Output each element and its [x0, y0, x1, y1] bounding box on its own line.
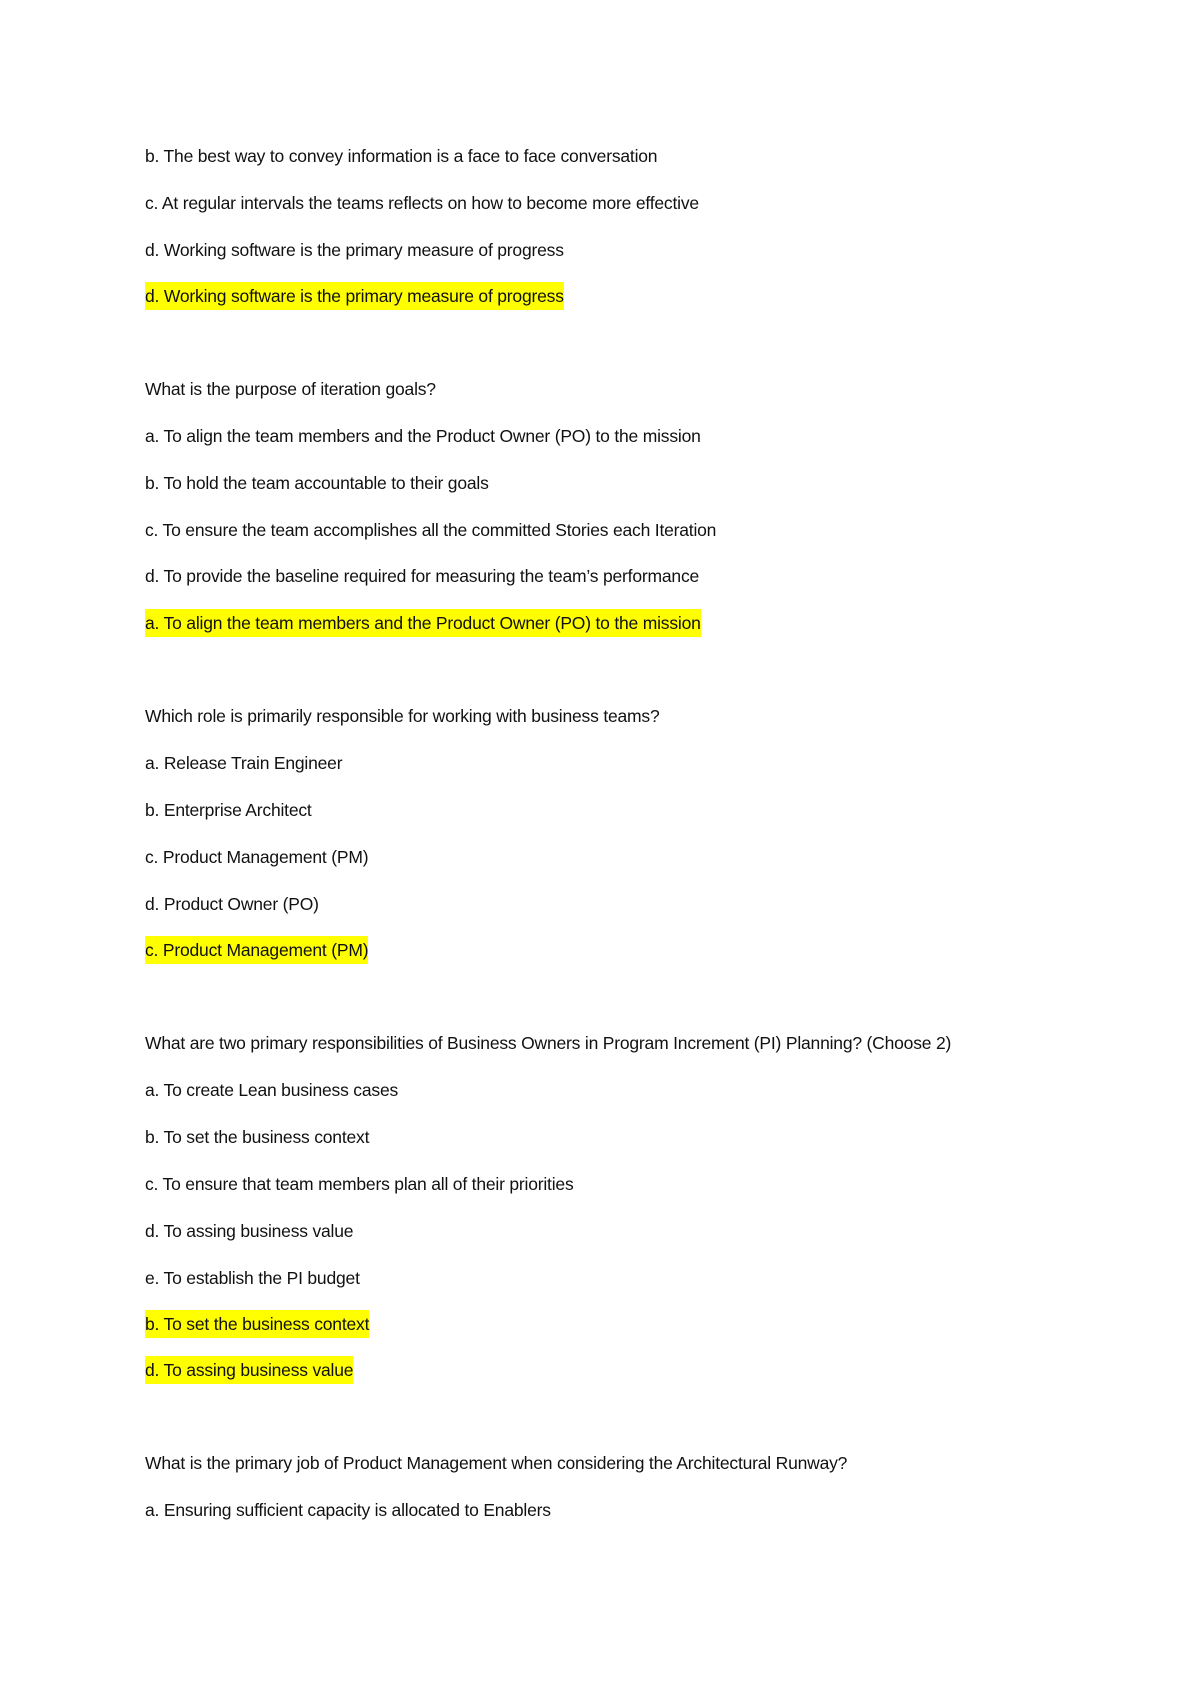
- highlighted-answer: a. To align the team members and the Product Owner (PO) to the mission: [145, 611, 701, 635]
- question-text: What is the primary job of Product Management when considering the Architectural Runway?: [145, 1453, 848, 1473]
- answer-option: a. Ensuring sufficient capacity is allocated to Enablers: [145, 1500, 551, 1520]
- answer-option: c. At regular intervals the teams reflects on how to become more effective: [145, 193, 699, 213]
- answer-option: d. Working software is the primary measure of progress: [145, 240, 564, 260]
- highlighted-answer: d. Working software is the primary measure of progress: [145, 284, 564, 308]
- answer-option: d. Product Owner (PO): [145, 894, 319, 914]
- answer-option: e. To establish the PI budget: [145, 1268, 360, 1288]
- highlighted-answer: b. To set the business context: [145, 1312, 369, 1336]
- answer-option: c. To ensure the team accomplishes all the committed Stories each Iteration: [145, 520, 717, 540]
- answer-option: a. To align the team members and the Product Owner (PO) to the mission: [145, 426, 701, 446]
- answer-option: c. To ensure that team members plan all of their priorities: [145, 1174, 574, 1194]
- question-text: What are two primary responsibilities of Business Owners in Program Increment (PI) Planning? (Choose 2): [145, 1033, 952, 1053]
- highlighted-answer: c. Product Management (PM): [145, 938, 368, 962]
- question-text: Which role is primarily responsible for working with business teams?: [145, 706, 660, 726]
- answer-option: d. To provide the baseline required for measuring the team’s performance: [145, 566, 700, 586]
- highlighted-answer: d. To assing business value: [145, 1358, 353, 1382]
- question-text: What is the purpose of iteration goals?: [145, 379, 436, 399]
- answer-option: a. Release Train Engineer: [145, 753, 343, 773]
- answer-option: b. To hold the team accountable to their goals: [145, 473, 489, 493]
- answer-option: d. To assing business value: [145, 1221, 354, 1241]
- answer-option: a. To create Lean business cases: [145, 1080, 399, 1100]
- answer-option: b. To set the business context: [145, 1127, 370, 1147]
- answer-option: c. Product Management (PM): [145, 847, 369, 867]
- answer-option: b. Enterprise Architect: [145, 800, 312, 820]
- answer-option: b. The best way to convey information is a face to face conversation: [145, 146, 658, 166]
